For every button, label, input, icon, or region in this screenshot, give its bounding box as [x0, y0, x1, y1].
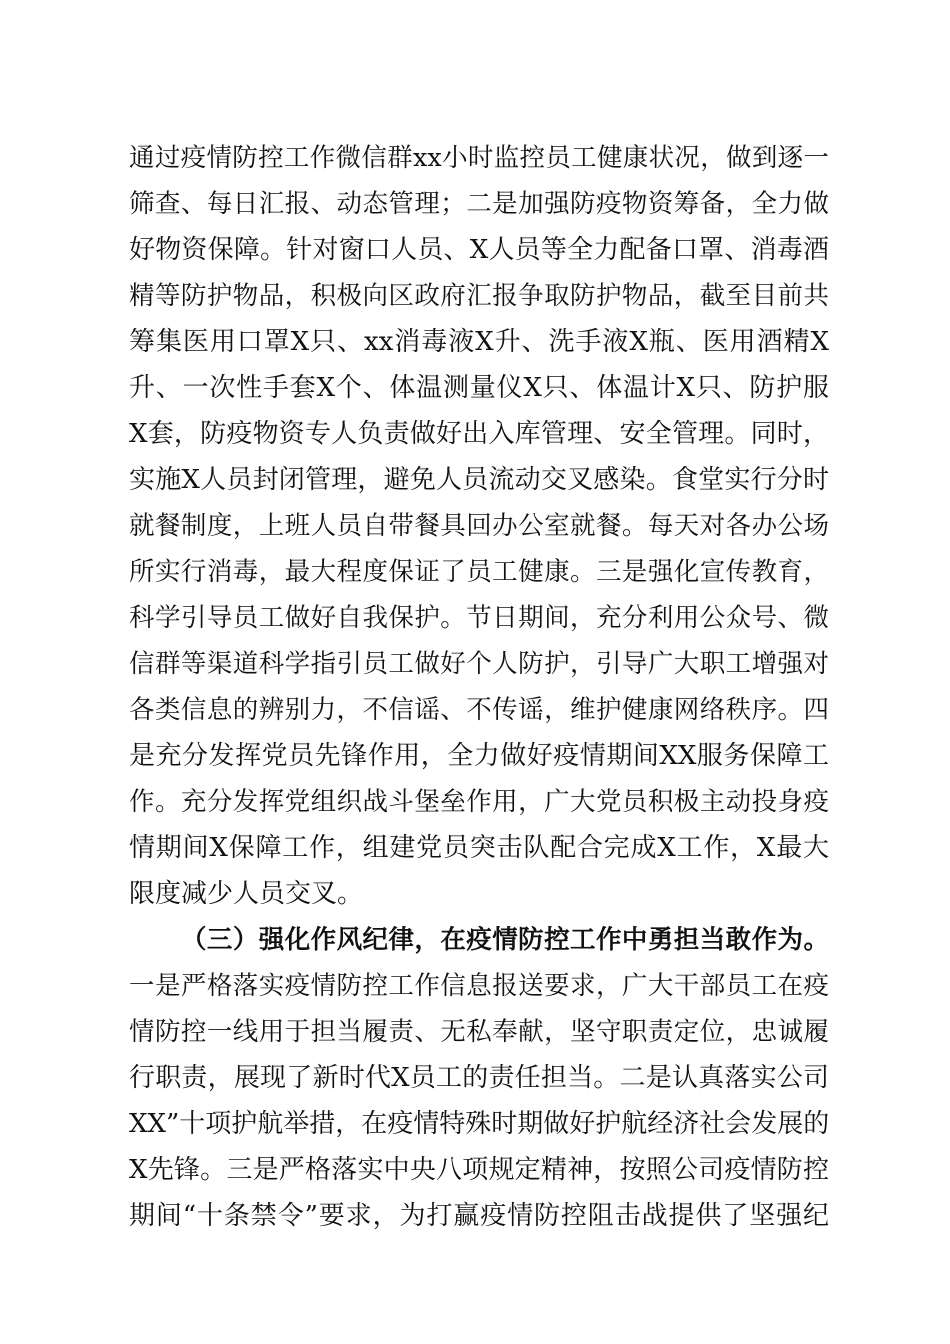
text-line: 好物资保障。针对窗口人员、X人员等全力配备口罩、消毒酒 [129, 235, 829, 265]
text-line: 行职责，展现了新时代X员工的责任担当。二是认真落实公司 [129, 1063, 829, 1093]
text-line: 一是严格落实疫情防控工作信息报送要求，广大干部员工在疫 [129, 971, 829, 1001]
text-line: 是充分发挥党员先锋作用，全力做好疫情期间XX服务保障工 [129, 741, 829, 771]
text-line: 情防控一线用于担当履责、无私奉献，坚守职责定位，忠诚履 [129, 1017, 829, 1047]
text-line: 作。充分发挥党组织战斗堡垒作用，广大党员积极主动投身疫 [129, 787, 829, 817]
text-line: 就餐制度，上班人员自带餐具回办公室就餐。每天对各办公场 [129, 511, 829, 541]
text-line: X套，防疫物资专人负责做好出入库管理、安全管理。同时， [129, 419, 829, 449]
text-line: 所实行消毒，最大程度保证了员工健康。三是强化宣传教育， [129, 557, 829, 587]
text-line: 筹集医用口罩X只、xx消毒液X升、洗手液X瓶、医用酒精X [129, 327, 829, 357]
text-line: 科学引导员工做好自我保护。节日期间，充分利用公众号、微 [129, 603, 829, 633]
text-line: 通过疫情防控工作微信群xx小时监控员工健康状况，做到逐一 [129, 143, 829, 173]
text-line: 实施X人员封闭管理，避免人员流动交叉感染。食堂实行分时 [129, 465, 829, 495]
text-line: 升、一次性手套X个、体温测量仪X只、体温计X只、防护服 [129, 373, 829, 403]
text-line: 期间“十条禁令”要求，为打赢疫情防控阻击战提供了坚强纪 [129, 1201, 829, 1231]
text-line: 限度减少人员交叉。 [129, 879, 364, 909]
text-line: 筛查、每日汇报、动态管理；二是加强防疫物资筹备，全力做 [129, 189, 829, 219]
section-heading: （三）强化作风纪律，在疫情防控工作中勇担当敢作为。 [181, 925, 829, 955]
text-line: 信群等渠道科学指引员工做好个人防护，引导广大职工增强对 [129, 649, 829, 679]
text-line: 精等防护物品，积极向区政府汇报争取防护物品，截至目前共 [129, 281, 829, 311]
text-line: X先锋。三是严格落实中央八项规定精神，按照公司疫情防控 [129, 1155, 829, 1185]
text-line: 各类信息的辨别力，不信谣、不传谣，维护健康网络秩序。四 [129, 695, 829, 725]
text-line: XX”十项护航举措，在疫情特殊时期做好护航经济社会发展的 [129, 1109, 830, 1139]
text-line: 情期间X保障工作，组建党员突击队配合完成X工作，X最大 [129, 833, 829, 863]
